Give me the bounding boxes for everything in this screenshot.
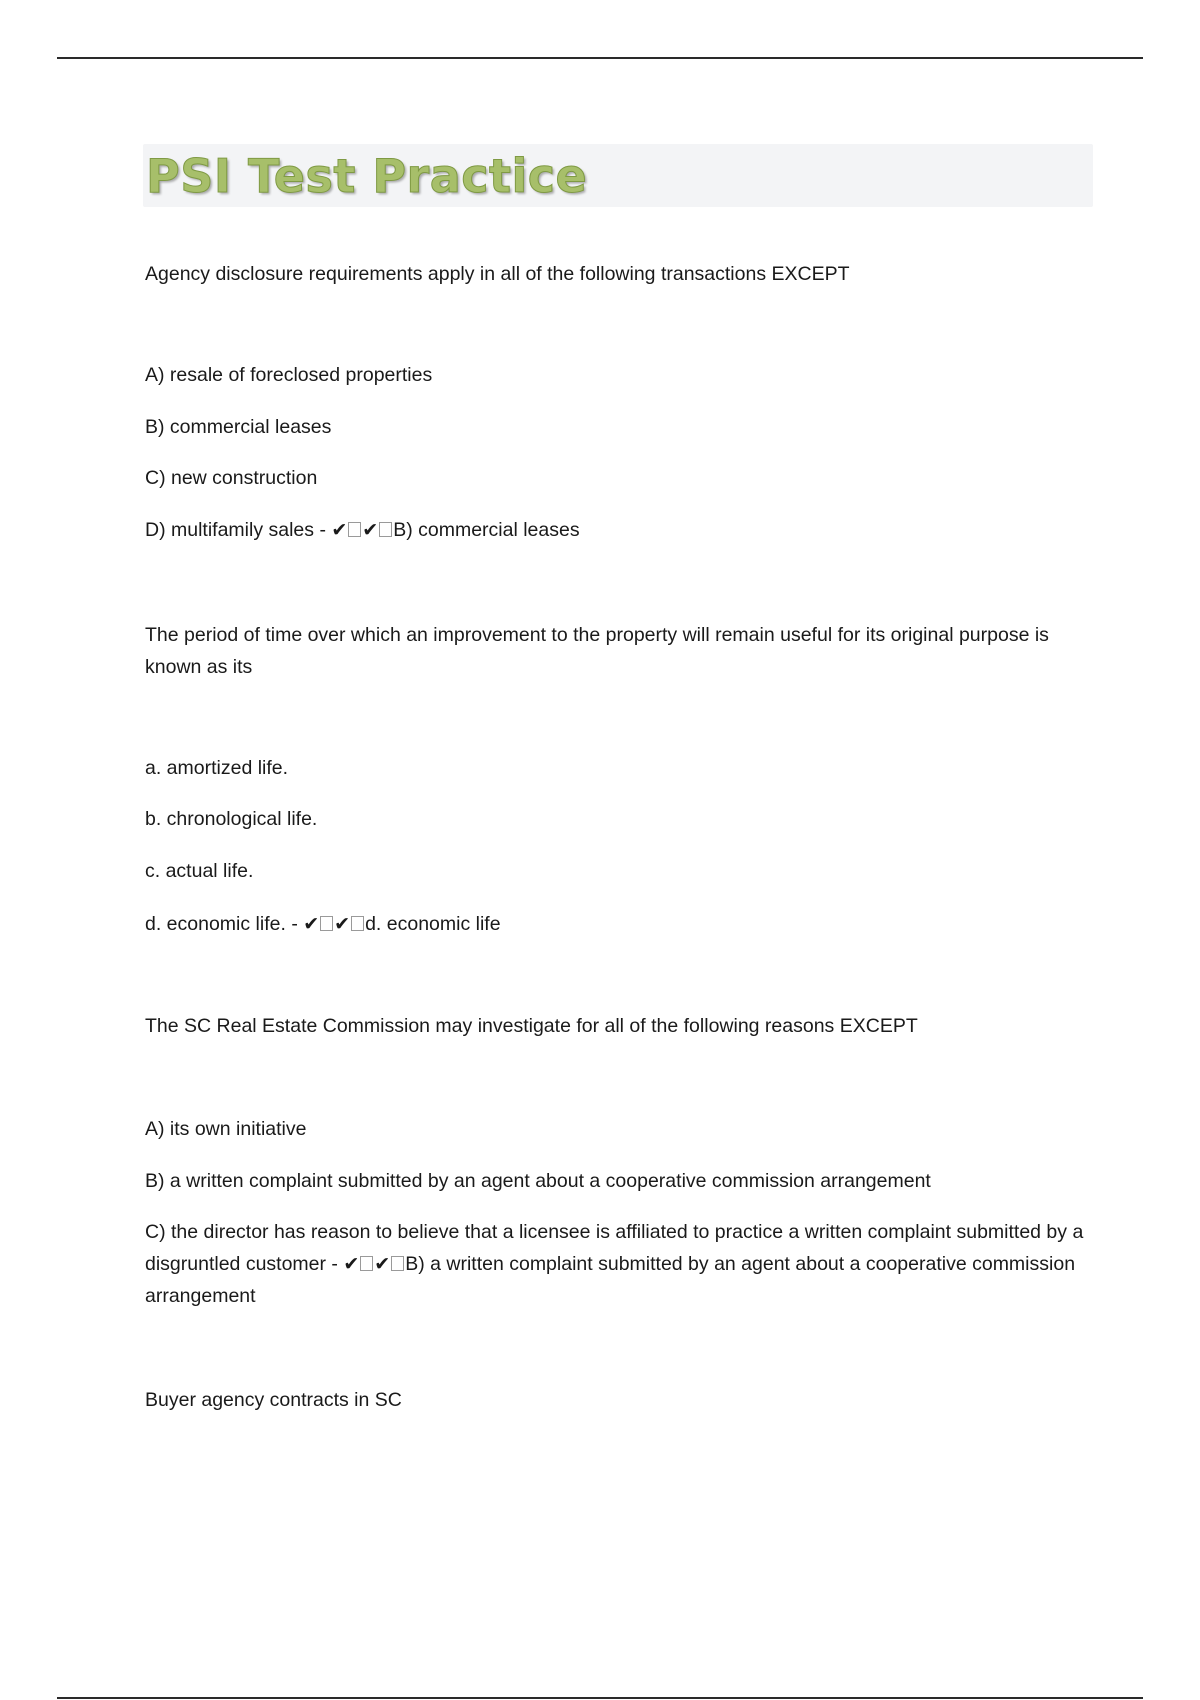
question-2-option-a: a. amortized life. [145,757,289,779]
question-3-option-c [145,1216,1095,1312]
empty-box-icon [379,522,392,537]
header-rule [57,57,1143,59]
check-icon: ✔ [331,519,348,541]
question-1-option-c: C) new construction [145,467,318,489]
check-icon: ✔ [303,913,320,935]
question-1-option-d-text: D) multifamily sales - [145,519,332,541]
question-2-option-d [145,908,1095,940]
check-icon: ✔ [343,1253,360,1275]
question-2-answer: d. economic life [365,913,501,935]
footer-rule [57,1697,1143,1699]
question-1-option-a: A) resale of foreclosed properties [145,364,433,386]
check-icon: ✔ [362,519,379,541]
question-3-answer: B) a written complaint submitted by an agent about a cooperative commission arrangement [145,1253,1076,1307]
question-3-option-a: A) its own initiative [145,1118,307,1140]
empty-box-icon [360,1256,373,1271]
question-1-option-b: B) commercial leases [145,416,332,438]
question-2-option-c: c. actual life. [145,860,254,882]
question-3-prompt: The SC Real Estate Commission may investigate for all of the following reasons EXCEPT [145,1015,918,1037]
page-title: PSI Test Practice [146,149,588,203]
question-3-option-c-text: C) the director has reason to believe that a licensee is affiliated to practice a written complaint submitted by a disgruntled customer - [145,1221,1084,1275]
empty-box-icon [348,522,361,537]
question-2-option-b: b. chronological life. [145,808,318,830]
question-2-prompt: The period of time over which an improvement to the property will remain useful for its original purpose is known as its [145,624,1049,678]
check-icon: ✔ [374,1253,391,1275]
question-2-option-d-text: d. economic life. - [145,913,304,935]
empty-box-icon [320,916,333,931]
empty-box-icon [351,916,364,931]
empty-box-icon [391,1256,404,1271]
question-1-option-d [145,514,1095,546]
question-1-prompt: Agency disclosure requirements apply in all of the following transactions EXCEPT [145,263,850,285]
question-1-answer: B) commercial leases [393,519,580,541]
question-3-option-b: B) a written complaint submitted by an agent about a cooperative commission arrangement [145,1170,931,1192]
question-4-prompt: Buyer agency contracts in SC [145,1389,402,1411]
check-icon: ✔ [334,913,351,935]
